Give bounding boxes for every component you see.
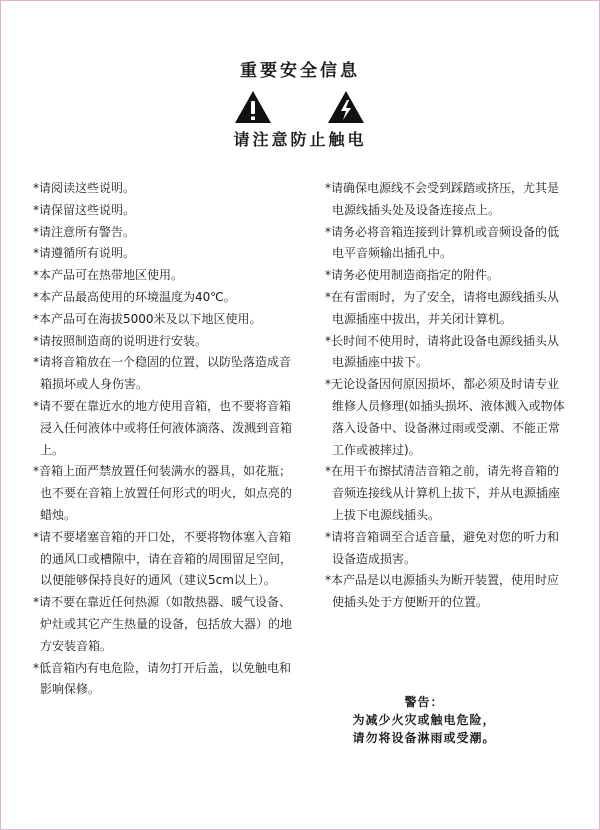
warning-heading: 警告： <box>404 695 444 709</box>
list-item: *在有雷雨时，为了安全，请将电源线插头从电源插座中拔出，并关闭计算机。 <box>325 289 560 326</box>
list-item: *请阅读这些说明。 <box>33 181 136 195</box>
list-item: *请务必使用制造商指定的附件。 <box>325 268 500 283</box>
warning-line: 为减少火灾或触电危险， <box>352 713 496 727</box>
list-item: *请保留这些说明。 <box>33 202 136 217</box>
page-subtitle: 请注意防止触电 <box>233 130 367 149</box>
list-item: *请注意所有警告。 <box>33 224 136 239</box>
list-item: *请按照制造商的说明进行安装。 <box>33 333 208 348</box>
list-item: *在用干布擦拭清洁音箱之前，请先将音箱的音频连接线从计算机上拔下，并从电源插座上拔下电源线插头。 <box>325 464 561 522</box>
list-item: *请不要在靠近任何热源（如散热器、暖气设备、炉灶或其它产生热量的设备，包括放大器）的地方安装音箱。 <box>33 595 293 653</box>
page-title: 重要安全信息 <box>240 61 360 81</box>
list-item: *请遵循所有说明。 <box>33 246 136 261</box>
list-item: *本产品可在热带地区使用。 <box>33 268 184 283</box>
list-item: *本产品可在海拔5000米及以下地区使用。 <box>33 311 262 326</box>
list-item: *请将音箱放在一个稳固的位置，以防坠落造成音箱损坏或人身伤害。 <box>33 355 292 392</box>
list-item: *本产品最高使用的环境温度为40℃。 <box>33 289 236 304</box>
list-item: *低音箱内有电危险，请勿打开后盖，以免触电和影响保修。 <box>33 660 292 697</box>
list-item: *无论设备因何原因损坏，都必须及时请专业维修人员修理(如插头损坏、液体溅入或物体落入设备中、设备淋过雨或受潮、不能正常工作或被摔过)。 <box>325 377 565 457</box>
warning-line: 请勿将设备淋雨或受潮。 <box>352 731 496 745</box>
warning-notice <box>320 693 528 747</box>
list-item: *请将音箱调至合适音量，避免对您的听力和设备造成损害。 <box>325 529 560 566</box>
exclamation-warning-icon <box>233 89 273 125</box>
list-item: *请不要在靠近水的地方使用音箱，也不要将音箱浸入任何液体中或将任何液体滴落、泼溅到音箱上。 <box>33 398 293 457</box>
left-column <box>33 178 295 701</box>
list-item: *请不要堵塞音箱的开口处，不要将物体塞入音箱的通风口或槽隙中，请在音箱的周围留足空间，以便能够保持良好的通风（建议5cm以上）。 <box>33 529 293 588</box>
warning-icons <box>233 89 368 125</box>
list-item: *请务必将音箱连接到计算机或音频设备的低电平音频输出插孔中。 <box>325 224 560 261</box>
list-item: *长时间不使用时，请将此设备电源线插头从电源插座中拔下。 <box>325 333 560 370</box>
list-item: *音箱上面严禁放置任何装满水的器具，如花瓶；也不要在音箱上放置任何形式的明火，如点亮的蜡烛。 <box>33 464 293 522</box>
list-item: *请确保电源线不会受到踩踏或挤压，尤其是电源线插头处及设备连接点上。 <box>325 181 560 217</box>
lightning-warning-icon <box>326 89 366 125</box>
right-column <box>325 178 570 614</box>
list-item: *本产品是以电源插头为断开装置，使用时应使插头处于方便断开的位置。 <box>325 573 560 610</box>
